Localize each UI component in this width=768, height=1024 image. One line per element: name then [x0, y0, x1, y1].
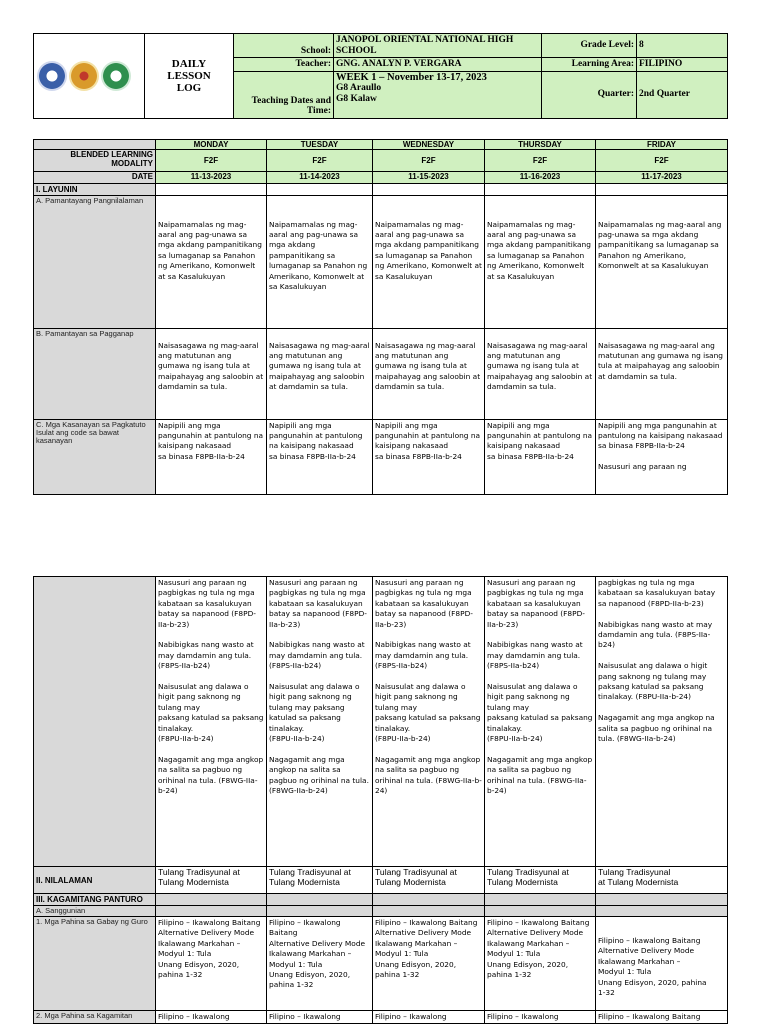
empty-cell: [156, 183, 267, 195]
competency-cell: Napipili ang mga pangunahin at pantulong na kaisipang nakasaad sa binasa F8PB-IIa-b-24: [156, 419, 267, 494]
section-heading-layunin: I. LAYUNIN: [34, 183, 156, 195]
competency-cell: Napipili ang mga pangunahin at pantulong na kaisipang nakasaad sa binasa F8PB-IIa-b-24: [267, 419, 373, 494]
date-value: 11-14-2023: [267, 172, 373, 184]
gabay-row: [34, 917, 728, 1011]
reference-cell: Filipino – Ikawalong: [373, 1011, 485, 1024]
reference-cell: Filipino – Ikawalong Baitang Alternative Delivery Mode Ikalawang Markahan – Modyul 1: Tula Unang Edisyon, 2020, pahina 1-32: [373, 917, 485, 1011]
standard-cell: Naisasagawa ng mag-aaral ang matutunan ang gumawa ng isang tula at maipahayag ang saloobin at damdamin sa tula.: [596, 328, 728, 419]
reference-cell: Filipino – Ikawalong: [485, 1011, 596, 1024]
content-cell: Tulang Tradisyunal at Tulang Modernista: [267, 867, 373, 894]
section-heading-nilalaman: II. NILALAMAN: [34, 867, 156, 894]
competency-cell: pagbigkas ng tula ng mga kabataan sa kasalukuyan batay sa napanood (F8PD-IIa-b-23) Nabibigkas nang wasto at may damdamin ang tula. (F8PS-IIa-b24) Naisusulat ang dalawa o higit pang saknong ng tulang may paksang katulad sa paksang tinalakay. (F8PU-IIa-b-24) Nagagamit ang mga angkop na salita sa pagbuo ng orihinal na tula. (F8WG-IIa-b-24): [596, 577, 728, 867]
standard-cell: Naisasagawa ng mag-aaral ang matutunan ang gumawa ng isang tula at maipahayag ang saloobin at damdamin sa tula.: [485, 328, 596, 419]
section-line: G8 Araullo: [336, 83, 382, 93]
modality-value: F2F: [267, 150, 373, 172]
row-label-sanggunian: A. Sanggunian: [34, 906, 156, 917]
reference-cell: Filipino – Ikawalong Baitang Alternative Delivery Mode Ikalawang Markahan – Modyul 1: Tula Unang Edisyon, 2020, pahina 1-32: [267, 917, 373, 1011]
row-label-kagamitan: 2. Mga Pahina sa Kagamitan: [34, 1011, 156, 1024]
quarter-value: 2nd Quarter: [637, 71, 728, 118]
daily-lesson-log-title: [145, 34, 234, 119]
school-label: School:: [234, 34, 334, 58]
empty-cell: [596, 906, 728, 917]
modality-value: F2F: [156, 150, 267, 172]
reference-cell: Filipino – Ikawalong Baitang Alternative Delivery Mode Ikalawang Markahan – Modyul 1: Tula Unang Edisyon, 2020, pahina 1-32: [596, 917, 728, 1011]
content-cell: Tulang Tradisyunal at Tulang Modernista: [596, 867, 728, 894]
day-tuesday: TUESDAY: [267, 140, 373, 150]
learning-area-value: FILIPINO: [637, 58, 728, 72]
empty-cell: [267, 906, 373, 917]
day-monday: MONDAY: [156, 140, 267, 150]
objective-cell: Naipamamalas ng mag-aaral ang pag-unawa sa mga akdang pampanitikang sa lumaganap sa Panahon ng Amerikano, Komonwelt at sa Kasalukuyan: [485, 195, 596, 328]
layunin-row: [34, 183, 728, 195]
date-label: DATE: [34, 172, 156, 184]
reference-cell: Filipino – Ikawalong Baitang: [596, 1011, 728, 1024]
lesson-grid-part-2: [33, 576, 728, 1024]
day-thursday: THURSDAY: [485, 140, 596, 150]
modality-value: F2F: [373, 150, 485, 172]
reference-cell: Filipino – Ikawalong Baitang Alternative Delivery Mode Ikalawang Markahan – Modyul 1: Tula Unang Edisyon, 2020, pahina 1-32: [485, 917, 596, 1011]
kagamitan-row: [34, 1011, 728, 1024]
division-logo-icon: [101, 61, 131, 91]
grade-level-label: Grade Level:: [542, 34, 637, 58]
empty-cell: [373, 906, 485, 917]
lesson-grid-part-1: [33, 139, 728, 495]
row-label-pangnilalaman: A. Pamantayang Pangnilalaman: [34, 195, 156, 328]
competency-cell: Nasusuri ang paraan ng pagbigkas ng tula ng mga kabataan sa kasalukuyan batay sa napanood (F8PD-IIa-b-23) Nabibigkas nang wasto at may damdamin ang tula. (F8PS-IIa-b24) Naisusulat ang dalawa o higit pang saknong ng tulang may paksang katulad sa paksang tinalakay. (F8PU-IIa-b-24) Nagagamit ang mga angkop na salita sa pagbuo ng orihinal na tula. (F8WG-IIa-b-24): [267, 577, 373, 867]
competency-cell: Nasusuri ang paraan ng pagbigkas ng tula ng mga kabataan sa kasalukuyan batay sa napanood (F8PD-IIa-b-23) Nabibigkas nang wasto at may damdamin ang tula. (F8PS-IIa-b24) Naisusulat ang dalawa o higit pang saknong ng tulang may paksang katulad sa paksang tinalakay. (F8PU-IIa-b-24) Nagagamit ang mga angkop na salita sa pagbuo ng orihinal na tula. (F8WG-IIa-b-24): [156, 577, 267, 867]
logo-cell: [34, 34, 145, 119]
empty-cell: [156, 906, 267, 917]
objective-cell: Naipamamalas ng mag-aaral ang pag-unawa sa mga akdang pampanitikang sa lumaganap sa Panahon ng Amerikano, Komonwelt at sa Kasalukuyan: [156, 195, 267, 328]
day-wednesday: WEDNESDAY: [373, 140, 485, 150]
section-heading-kagamitang-panturo: III. KAGAMITANG PANTURO: [34, 894, 156, 906]
lesson-log-header: [33, 33, 728, 119]
blank-corner: [34, 140, 156, 150]
date-row: [34, 172, 728, 184]
title-line: DAILY: [171, 57, 207, 70]
grade-level-value: 8: [637, 34, 728, 58]
section-line: G8 Kalaw: [336, 93, 377, 104]
days-row: [34, 140, 728, 150]
date-value: 11-13-2023: [156, 172, 267, 184]
content-cell: Tulang Tradisyunal at Tulang Modernista: [485, 867, 596, 894]
teacher-label: Teacher:: [234, 58, 334, 72]
empty-cell: [267, 183, 373, 195]
standard-cell: Naisasagawa ng mag-aaral ang matutunan ang gumawa ng isang tula at maipahayag ang saloobin at damdamin sa tula.: [156, 328, 267, 419]
competency-cell: Nasusuri ang paraan ng pagbigkas ng tula ng mga kabataan sa kasalukuyan batay sa napanood (F8PD-IIa-b-23) Nabibigkas nang wasto at may damdamin ang tula. (F8PS-IIa-b24) Naisusulat ang dalawa o higit pang saknong ng tulang may paksang katulad sa paksang tinalakay. (F8PU-IIa-b-24) Nagagamit ang mga angkop na salita sa pagbuo ng orihinal na tula. (F8WG-IIa-b-24): [485, 577, 596, 867]
nilalaman-row: [34, 867, 728, 894]
reference-cell: Filipino – Ikawalong Baitang Alternative Delivery Mode Ikalawang Markahan – Modyul 1: Tula Unang Edisyon, 2020, pahina 1-32: [156, 917, 267, 1011]
empty-cell: [485, 906, 596, 917]
title-line: LOG: [176, 81, 202, 94]
standard-cell: Naisasagawa ng mag-aaral ang matutunan ang gumawa ng isang tula at maipahayag ang saloobin at damdamin sa tula.: [373, 328, 485, 419]
row-label-pagganap: B. Pamantayan sa Pagganap: [34, 328, 156, 419]
teaching-dates-value: [334, 71, 542, 118]
empty-cell: [373, 894, 485, 906]
empty-cell: [596, 183, 728, 195]
objective-cell: Naipamamalas ng mag-aaral ang pag-unawa sa mga akdang pampanitikang sa lumaganap sa Panahon ng Amerikano, Komonwelt at sa Kasalukuyan: [267, 195, 373, 328]
objective-cell: Naipamamalas ng mag-aaral ang pag-unawa sa mga akdang pampanitikang sa lumaganap sa Panahon ng Amerikano, Komonwelt at sa Kasalukuyan: [373, 195, 485, 328]
competency-cell: Napipili ang mga pangunahin at pantulong na kaisipang nakasaad sa binasa F8PB-IIa-b-24: [373, 419, 485, 494]
learning-area-label: Learning Area:: [542, 58, 637, 72]
empty-cell: [485, 894, 596, 906]
date-value: 11-17-2023: [596, 172, 728, 184]
reference-cell: Filipino – Ikawalong: [267, 1011, 373, 1024]
sanggunian-row: [34, 906, 728, 917]
week-line: WEEK 1 – November 13-17, 2023: [336, 71, 487, 83]
kagamitang-row: [34, 894, 728, 906]
pagganap-row: [34, 328, 728, 419]
kasanayan-continued-row: [34, 577, 728, 867]
teacher-value: GNG. ANALYN P. VERGARA: [334, 58, 542, 72]
empty-cell: [596, 894, 728, 906]
pangnilalaman-row: [34, 195, 728, 328]
day-friday: FRIDAY: [596, 140, 728, 150]
competency-cell: Nasusuri ang paraan ng pagbigkas ng tula ng mga kabataan sa kasalukuyan batay sa napanood (F8PD-IIa-b-23) Nabibigkas nang wasto at may damdamin ang tula. (F8PS-IIa-b24) Naisusulat ang dalawa o higit pang saknong ng tulang may paksang katulad sa paksang tinalakay. (F8PU-IIa-b-24) Nagagamit ang mga angkop na salita sa pagbuo ng orihinal na tula. (F8WG-IIa-b-24): [373, 577, 485, 867]
competency-cell: Napipili ang mga pangunahin at pantulong na kaisipang nakasaad sa binasa F8PB-IIa-b-24 Nasusuri ang paraan ng: [596, 419, 728, 494]
date-value: 11-16-2023: [485, 172, 596, 184]
content-cell: Tulang Tradisyunal at Tulang Modernista: [156, 867, 267, 894]
empty-cell: [156, 894, 267, 906]
date-value: 11-15-2023: [373, 172, 485, 184]
kasanayan-row: [34, 419, 728, 494]
deped-seal-icon: [37, 61, 67, 91]
empty-cell: [485, 183, 596, 195]
empty-cell: [267, 894, 373, 906]
empty-cell: [373, 183, 485, 195]
title-line: LESSON: [167, 69, 211, 82]
row-label-gabay-ng-guro: 1. Mga Pahina sa Gabay ng Guro: [34, 917, 156, 1011]
competency-cell: Napipili ang mga pangunahin at pantulong na kaisipang nakasaad sa binasa F8PB-IIa-b-24: [485, 419, 596, 494]
reference-cell: Filipino – Ikawalong: [156, 1011, 267, 1024]
row-label-kasanayan: C. Mga Kasanayan sa Pagkatuto Isulat ang code sa bawat kasanayan: [34, 419, 156, 494]
school-logo-icon: [69, 61, 99, 91]
teaching-dates-label: Teaching Dates and Time:: [234, 71, 334, 118]
modality-label: BLENDED LEARNING MODALITY: [34, 150, 156, 172]
standard-cell: Naisasagawa ng mag-aaral ang matutunan ang gumawa ng isang tula at maipahayag ang saloobin at damdamin sa tula.: [267, 328, 373, 419]
school-value: JANOPOL ORIENTAL NATIONAL HIGH SCHOOL: [334, 34, 542, 58]
modality-value: F2F: [596, 150, 728, 172]
modality-value: F2F: [485, 150, 596, 172]
quarter-label: Quarter:: [542, 71, 637, 118]
objective-cell: Naipamamalas ng mag-aaral ang pag-unawa sa mga akdang pampanitikang sa lumaganap sa Panahon ng Amerikano, Komonwelt at sa Kasalukuyan: [596, 195, 728, 328]
modality-row: [34, 150, 728, 172]
blank-label-cell: [34, 577, 156, 867]
content-cell: Tulang Tradisyunal at Tulang Modernista: [373, 867, 485, 894]
